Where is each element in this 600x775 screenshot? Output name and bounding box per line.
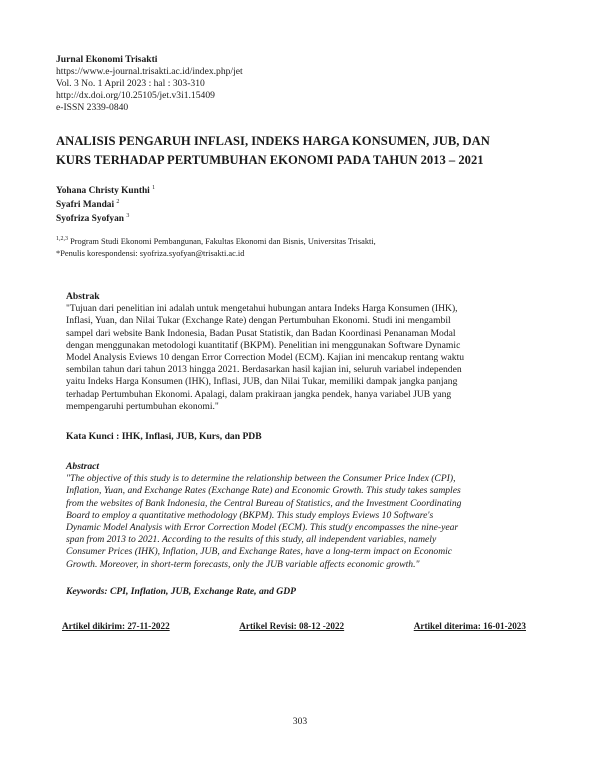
author-sup: 3 [126, 212, 130, 219]
author-sup: 1 [152, 184, 156, 191]
affiliation [56, 236, 556, 260]
author-list [56, 184, 456, 226]
journal-issn: e-ISSN 2339-0840 [56, 101, 129, 113]
journal-name: Jurnal Ekonomi Trisakti [56, 54, 158, 65]
affiliation-text: Program Studi Ekonomi Pembangunan, Fakultas Ekonomi dan Bisnis, Universitas Trisakti, [70, 237, 376, 246]
abstrak-line: terhadap Pertumbuhan Ekonomi. Apalagi, dalam prakiraan jangka pendek, hanya variabel JUB yang [66, 388, 452, 400]
keywords: Keywords: CPI, Inflation, JUB, Exchange Rate, and GDP [66, 586, 297, 597]
title-line-1: ANALISIS PENGARUH INFLASI, INDEKS HARGA KONSUMEN, JUB, DAN [56, 134, 490, 148]
abstract-heading: Abstract [66, 461, 100, 472]
date-accepted: Artikel diterima: 16-01-2023 [413, 621, 526, 631]
abstract-line: "The objective of this study is to determine the relationship between the Consumer Price Index (CPI), [66, 473, 456, 485]
abstrak-line: sampel dari website Bank Indonesia, Badan Pusat Statistik, dan Badan Koordinasi Penanaman Modal [66, 327, 456, 339]
abstract-line: Board to employ a quantitative methodology (BKPM). This study employs Eviews 10 Software's [66, 509, 434, 521]
abstract-line: from the websites of Bank Indonesia, the Central Bureau of Statistics, and the Investment Coordinating [66, 497, 462, 509]
affiliation-sup: 1,2,3 [56, 236, 68, 243]
title-line-2: KURS TERHADAP PERTUMBUHAN EKONOMI PADA TAHUN 2013 – 2021 [56, 153, 484, 167]
author-sup: 2 [116, 198, 120, 205]
correspondence: *Penulis korespondensi: syofriza.syofyan@trisakti.ac.id [56, 249, 245, 258]
abstrak-line: sembilan tahun dari tahun 2013 hingga 2021. Berdasarkan hasil kajian ini, seluruh variabel independen [66, 364, 462, 376]
author-name: Syafri Mandai [56, 200, 115, 210]
author-1 [56, 184, 456, 198]
kata-kunci: Kata Kunci : IHK, Inflasi, JUB, Kurs, dan PDB [66, 431, 262, 442]
journal-volume: Vol. 3 No. 1 April 2023 : hal : 303-310 [56, 77, 205, 89]
abstract-line: Dynamic Model Analysis with Error Correction Model (ECM). This stud(y encompasses the nine-year [66, 522, 459, 534]
abstract-line: span from 2013 to 2021. According to the results of this study, all independent variables, namely [66, 534, 437, 546]
article-dates [62, 621, 526, 631]
author-2 [56, 198, 456, 212]
abstrak-line: Model Analysis Eviews 10 dengan Error Correction Model (ECM). Kajian ini mencakup rentang waktu [66, 352, 465, 364]
abstrak-line: dengan menggunakan metodologi kuantitatif (BKPM). Penelitian ini menggunakan Software Dynamic [66, 339, 461, 351]
paper-title [56, 132, 546, 170]
affiliation-line [56, 236, 556, 248]
page-number: 303 [292, 716, 308, 727]
abstrak-line: "Tujuan dari penelitian ini adalah untuk mengetahui hubungan antara Indeks Harga Konsumen (IHK), [66, 303, 458, 315]
abstract-line: Inflation, Yuan, and Exchange Rates (Exchange Rate) and Economic Growth. This study takes samples [66, 485, 461, 497]
author-name: Syofriza Syofyan [56, 214, 124, 224]
date-submitted: Artikel dikirim: 27-11-2022 [62, 621, 170, 631]
abstrak-line: yaitu Indeks Harga Konsumen (IHK), Inflasi, JUB, dan Nilai Tukar, memiliki dampak jangka panjang [66, 376, 458, 388]
journal-doi[interactable]: http://dx.doi.org/10.25105/jet.v3i1.15409 [56, 89, 215, 101]
journal-url[interactable]: https://www.e-journal.trisakti.ac.id/index.php/jet [56, 65, 243, 77]
abstrak-heading: Abstrak [66, 291, 100, 302]
abstract-section [66, 461, 536, 571]
abstract-line: Growth. Moreover, in short-term forecasts, only the JUB variable affects economic growth." [66, 558, 420, 570]
abstrak-section [66, 291, 536, 413]
journal-header [56, 54, 536, 114]
author-name: Yohana Christy Kunthi [56, 186, 150, 196]
abstract-line: Consumer Prices (IHK), Inflation, JUB, and Exchange Rates, have a long-term impact on Economic [66, 546, 453, 558]
abstrak-line: mempengaruhi pertumbuhan ekonomi." [66, 400, 219, 412]
author-3 [56, 212, 456, 226]
abstrak-line: Inflasi, Yuan, dan Nilai Tukar (Exchange Rate) dengan Pertumbuhan Ekonomi. Studi ini mengambil [66, 315, 451, 327]
date-revised: Artikel Revisi: 08-12 -2022 [239, 621, 345, 631]
